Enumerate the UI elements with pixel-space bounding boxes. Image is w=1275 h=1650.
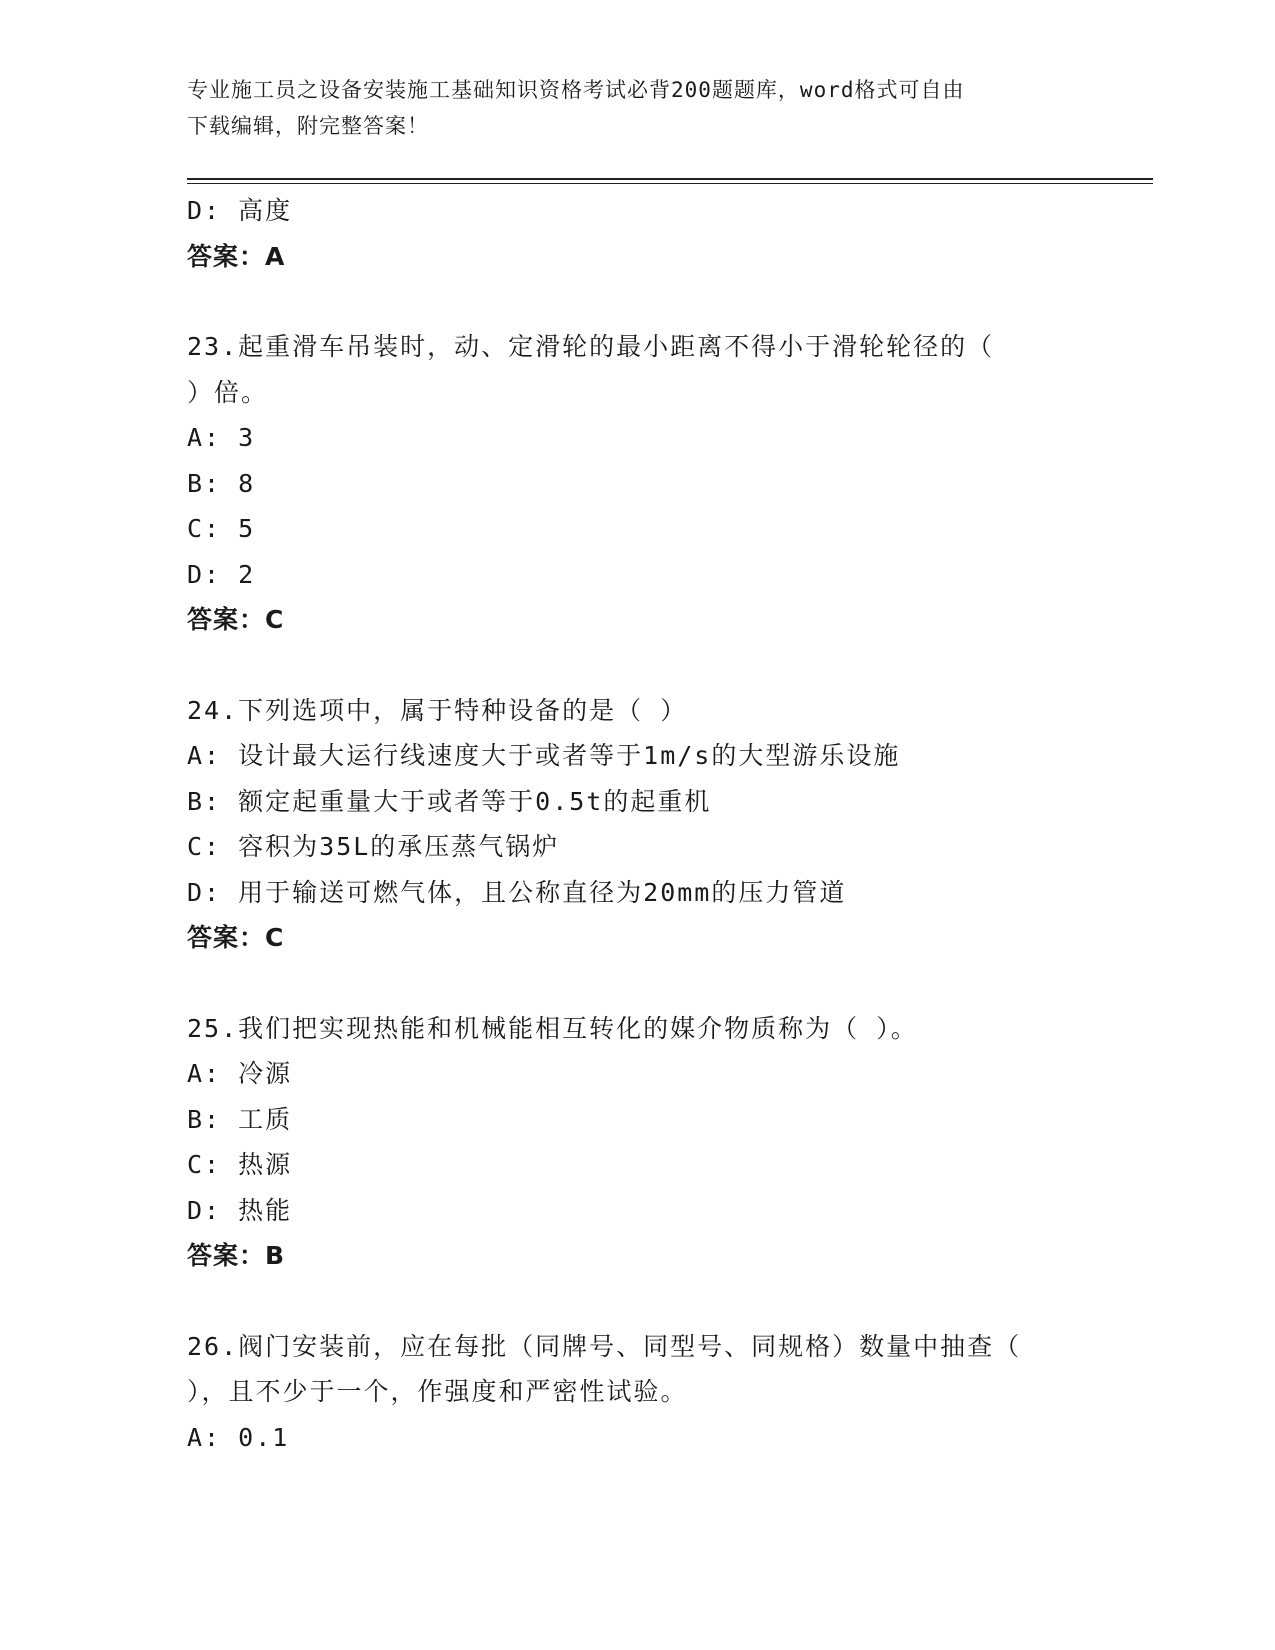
question-block-23 (187, 324, 1087, 688)
answer-line: 答案：C (187, 923, 285, 952)
question-list (187, 188, 1087, 1460)
question-stem-cont: ），且不少于一个，作强度和严密性试验。 (187, 1377, 688, 1406)
header-line-2: 下载编辑，附完整答案！ (187, 114, 429, 138)
question-stem: 25.我们把实现热能和机械能相互转化的媒介物质称为（ ）。 (187, 1013, 918, 1043)
header-divider-thin (187, 183, 1153, 184)
option-d: D: 高度 (187, 196, 293, 225)
header-line-1: 专业施工员之设备安装施工基础知识资格考试必背200题题库，word格式可自由 (187, 78, 965, 102)
header-divider-thick (187, 178, 1153, 180)
question-stem: 24.下列选项中，属于特种设备的是（ ） (187, 695, 688, 725)
option-a: A: 3 (187, 423, 256, 452)
option-d: D: 2 (187, 559, 256, 589)
option-a: A: 设计最大运行线速度大于或者等于1m/s的大型游乐设施 (187, 741, 901, 770)
option-c: C: 热源 (187, 1150, 293, 1179)
question-block-25 (187, 1006, 1087, 1324)
answer-line: 答案：A (187, 241, 286, 271)
option-b: B: 额定起重量大于或者等于0.5t的起重机 (187, 786, 712, 816)
option-b: B: 8 (187, 468, 256, 498)
answer-line: 答案：B (187, 1241, 286, 1270)
question-block-22-tail (187, 188, 1087, 324)
question-stem: 23.起重滑车吊装时，动、定滑轮的最小距离不得小于滑轮轮径的（ (187, 332, 995, 361)
option-a: A: 冷源 (187, 1059, 293, 1088)
option-d: D: 用于输送可燃气体，且公称直径为20mm的压力管道 (187, 877, 847, 907)
option-c: C: 容积为35L的承压蒸气锅炉 (187, 832, 560, 861)
document-header (187, 72, 1087, 144)
option-c: C: 5 (187, 514, 256, 543)
option-a: A: 0.1 (187, 1422, 290, 1452)
question-stem: 26.阀门安装前，应在每批（同牌号、同型号、同规格）数量中抽查（ (187, 1331, 1022, 1361)
option-d: D: 热能 (187, 1195, 293, 1225)
question-block-24 (187, 688, 1087, 1006)
question-stem-cont: ）倍。 (187, 377, 269, 407)
option-b: B: 工质 (187, 1104, 293, 1134)
answer-line: 答案：C (187, 605, 285, 634)
question-block-26 (187, 1324, 1087, 1461)
